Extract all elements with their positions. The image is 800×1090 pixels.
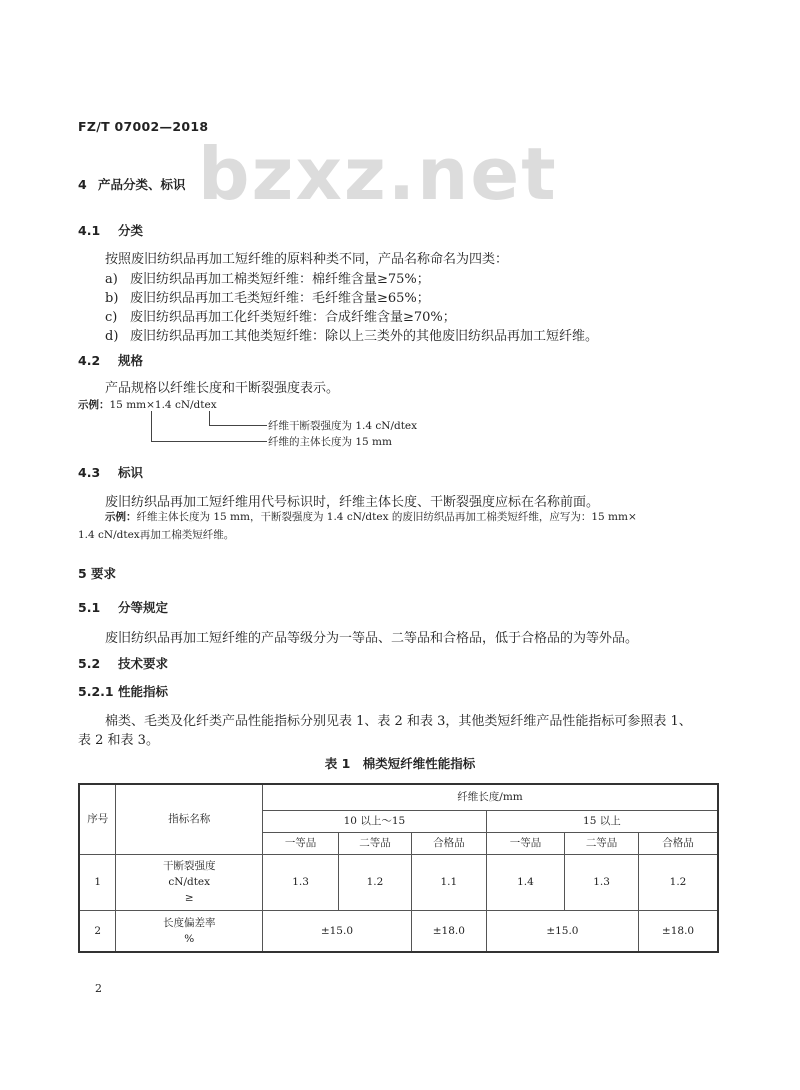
cell-value: 1.3: [565, 854, 639, 910]
annotation-length: 纤维的主体长度为 15 mm: [268, 436, 392, 448]
list-mark: d): [105, 329, 119, 344]
example-value: 15 mm×1.4 cN/dtex: [109, 399, 217, 411]
section-4-2-number: 4.2: [78, 353, 101, 368]
marking-example-line-1: [105, 509, 637, 524]
section-5-1-number: 5.1: [78, 600, 101, 615]
header-range-1: 10 以上～15: [263, 810, 487, 832]
section-4-2-title: 规格: [118, 353, 144, 368]
table-row: [79, 854, 718, 910]
row-indicator-name: [116, 854, 263, 910]
header-grade: 二等品: [565, 832, 639, 854]
cell-value: ±18.0: [411, 910, 486, 952]
cell-value: ±15.0: [486, 910, 638, 952]
section-4-number: 4: [78, 177, 87, 192]
header-seq: 序号: [79, 784, 116, 854]
section-4-2-heading: [78, 351, 143, 369]
table-1-caption: 表 1 棉类短纤维性能指标: [324, 756, 476, 771]
list-item-d: [105, 325, 598, 344]
section-4-1-number: 4.1: [78, 223, 101, 238]
section-5-2-number: 5.2: [78, 656, 101, 671]
section-5-1-heading: [78, 598, 168, 616]
list-mark: a): [105, 272, 118, 287]
cell-value: ±15.0: [263, 910, 412, 952]
section-4-3-number: 4.3: [78, 465, 101, 480]
header-range-2: 15 以上: [486, 810, 718, 832]
cell-value: 1.1: [411, 854, 486, 910]
header-grade: 合格品: [411, 832, 486, 854]
section-5-heading: 5 要求: [78, 566, 117, 581]
annotation-line-strength-vertical: [209, 411, 210, 425]
annotation-line-length-horizontal: [151, 441, 267, 442]
section-4-title: 产品分类、标识: [98, 177, 186, 192]
watermark: bzxz.net: [198, 132, 558, 216]
cell-value: ±18.0: [639, 910, 719, 952]
section-5-2-heading: [78, 654, 168, 672]
annotation-line-length-vertical: [151, 411, 152, 441]
section-5-2-1-number: 5.2.1: [78, 684, 114, 699]
list-text: 废旧纺织品再加工其他类短纤维：除以上三类外的其他废旧纺织品再加工短纤维。: [130, 329, 599, 344]
page-number: 2: [95, 982, 102, 995]
header-grade: 合格品: [639, 832, 719, 854]
indicator-name-line: %: [184, 932, 195, 945]
section-5-1-text: 废旧纺织品再加工短纤维的产品等级分为一等品、二等品和合格品，低于合格品的为等外品。: [105, 631, 639, 646]
indicator-name-line: 干断裂强度: [162, 860, 216, 872]
header-grade: 二等品: [339, 832, 412, 854]
header-grade: 一等品: [263, 832, 339, 854]
row-seq: 1: [79, 854, 116, 910]
list-text: 废旧纺织品再加工毛类短纤维：毛纤维含量≥65%；: [130, 291, 430, 306]
section-4-1-title: 分类: [118, 223, 144, 238]
header-name: 指标名称: [116, 784, 263, 854]
annotation-line-strength-horizontal: [209, 425, 267, 426]
list-item-c: [105, 306, 456, 325]
list-text: 废旧纺织品再加工化纤类短纤维：合成纤维含量≥70%；: [130, 310, 456, 325]
table-1: [78, 783, 719, 953]
section-4-1-intro: 按照废旧纺织品再加工短纤维的原料种类不同，产品名称命名为四类：: [105, 252, 509, 267]
list-mark: c): [105, 310, 118, 325]
section-5-2-1-line-1: 棉类、毛类及化纤类产品性能指标分别见表 1、表 2 和表 3，其他类短纤维产品性能指标可参照表 1、: [105, 714, 692, 729]
spec-example: [78, 397, 217, 412]
cell-value: 1.3: [263, 854, 339, 910]
marking-example-line-2: 1.4 cN/dtex再加工棉类短纤维。: [78, 529, 235, 541]
table-header-row-1: [79, 784, 718, 810]
cell-value: 1.4: [486, 854, 564, 910]
section-5-2-1-line-2: 表 2 和表 3。: [78, 733, 159, 748]
list-mark: b): [105, 291, 119, 306]
list-item-a: [105, 268, 430, 287]
indicator-name-line: cN/dtex: [168, 876, 211, 888]
header-grade: 一等品: [486, 832, 564, 854]
header-fiber-length: 纤维长度/mm: [263, 784, 718, 810]
example-text: 纤维主体长度为 15 mm，干断裂强度为 1.4 cN/dtex 的废旧纺织品再加工棉类短纤维，应写为：15 mm×: [136, 511, 637, 523]
document-number: FZ/T 07002—2018: [78, 119, 209, 134]
section-4-3-title: 标识: [118, 465, 144, 480]
section-4-3-text: 废旧纺织品再加工短纤维用代号标识时，纤维主体长度、干断裂强度应标在名称前面。: [105, 495, 600, 510]
row-seq: 2: [79, 910, 116, 952]
row-indicator-name: [116, 910, 263, 952]
section-4-2-text: 产品规格以纤维长度和干断裂强度表示。: [105, 381, 340, 396]
section-5-2-title: 技术要求: [118, 656, 169, 671]
cell-value: 1.2: [639, 854, 719, 910]
annotation-strength: 纤维干断裂强度为 1.4 cN/dtex: [268, 420, 418, 432]
cell-value: 1.2: [339, 854, 412, 910]
indicator-name-line: ≥: [184, 892, 194, 904]
section-4-heading: [78, 175, 186, 193]
section-5-2-1-heading: [78, 682, 168, 700]
section-4-3-heading: [78, 463, 143, 481]
example-label: 示例：: [78, 399, 110, 411]
table-row: [79, 910, 718, 952]
section-5-1-title: 分等规定: [118, 600, 169, 615]
section-5-2-1-title: 性能指标: [118, 684, 169, 699]
example-label: 示例：: [105, 511, 137, 523]
list-text: 废旧纺织品再加工棉类短纤维：棉纤维含量≥75%；: [130, 272, 430, 287]
section-4-1-heading: [78, 221, 143, 239]
list-item-b: [105, 287, 430, 306]
indicator-name-line: 长度偏差率: [162, 916, 216, 929]
